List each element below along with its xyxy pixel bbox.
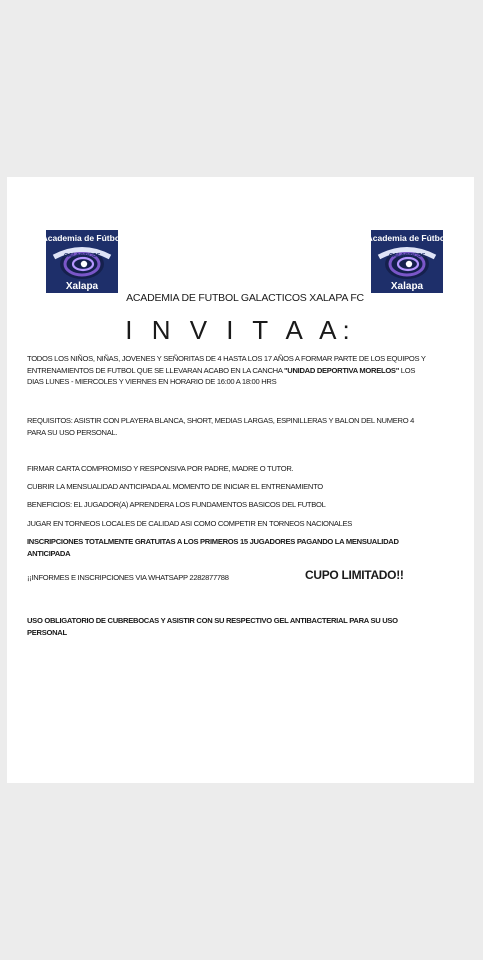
svg-text:GALACTICOS: GALACTICOS xyxy=(388,253,426,259)
requirements-text: REQUISITOS: ASISTIR CON PLAYERA BLANCA, SHORT, MEDIAS LARGAS, ESPINILLERAS Y BALON DEL NUMERO 4 PARA SU USO PERSONAL. xyxy=(27,416,415,437)
limited-spots-text: CUPO LIMITADO!! xyxy=(305,568,404,582)
svg-text:Xalapa: Xalapa xyxy=(65,281,99,292)
monthly-fee-text: CUBRIR LA MENSUALIDAD ANTICIPADA AL MOMENTO DE INICIAR EL ENTRENAMIENTO xyxy=(27,482,323,491)
face-mask-notice: USO OBLIGATORIO DE CUBREBOCAS Y ASISTIR CON SU RESPECTIVO GEL ANTIBACTERIAL PARA SU USO PERSONAL xyxy=(27,616,398,637)
tournaments-text: JUGAR EN TORNEOS LOCALES DE CALIDAD ASI COMO COMPETIR EN TORNEOS NACIONALES xyxy=(27,519,353,528)
intro-text-end: LOS DIAS LUNES - MIERCOLES Y VIERNES EN HORARIO DE 16:00 A 18:00 HRS xyxy=(27,365,416,386)
free-registration-text: INSCRIPCIONES TOTALMENTE GRATUITAS A LOS PRIMEROS 15 JUGADORES PAGANDO LA MENSUALIDAD ANTICIPADA xyxy=(27,537,399,558)
intro-paragraph xyxy=(27,353,432,388)
venue-name: "UNIDAD DEPORTIVA MORELOS" xyxy=(284,365,399,375)
svg-text:Academia de Fútbol: Academia de Fútbol xyxy=(366,233,448,243)
galacticos-logo-right xyxy=(366,230,448,293)
whatsapp-info-text: ¡¡INFORMES E INSCRIPCIONES VIA WHATSAPP 2282877788 xyxy=(27,573,229,582)
benefits-text: BENEFICIOS: EL JUGADOR(A) APRENDERA LOS FUNDAMENTOS BASICOS DEL FUTBOL xyxy=(27,500,326,509)
svg-text:GALACTICOS: GALACTICOS xyxy=(63,253,101,259)
svg-text:Xalapa: Xalapa xyxy=(390,281,424,292)
galacticos-logo-left xyxy=(41,230,123,293)
svg-text:Academia de Fútbol: Academia de Fútbol xyxy=(41,233,123,243)
sign-letter-text: FIRMAR CARTA COMPROMISO Y RESPONSIVA POR PADRE, MADRE O TUTOR. xyxy=(27,464,294,473)
invite-heading: I N V I T A A: xyxy=(125,315,356,345)
intro-text-start: TODOS LOS NIÑOS, NIÑAS, JOVENES Y SEÑORITAS DE 4 HASTA LOS 17 AÑOS A FORMAR PARTE DE LOS EQUIPOS Y ENTRENAMIENTOS DE FUTBOL QUE SE LLEVARAN ACABO EN LA CANCHA xyxy=(27,354,426,375)
flyer-page xyxy=(7,177,474,783)
academy-title: ACADEMIA DE FUTBOL GALACTICOS XALAPA FC xyxy=(126,292,364,304)
